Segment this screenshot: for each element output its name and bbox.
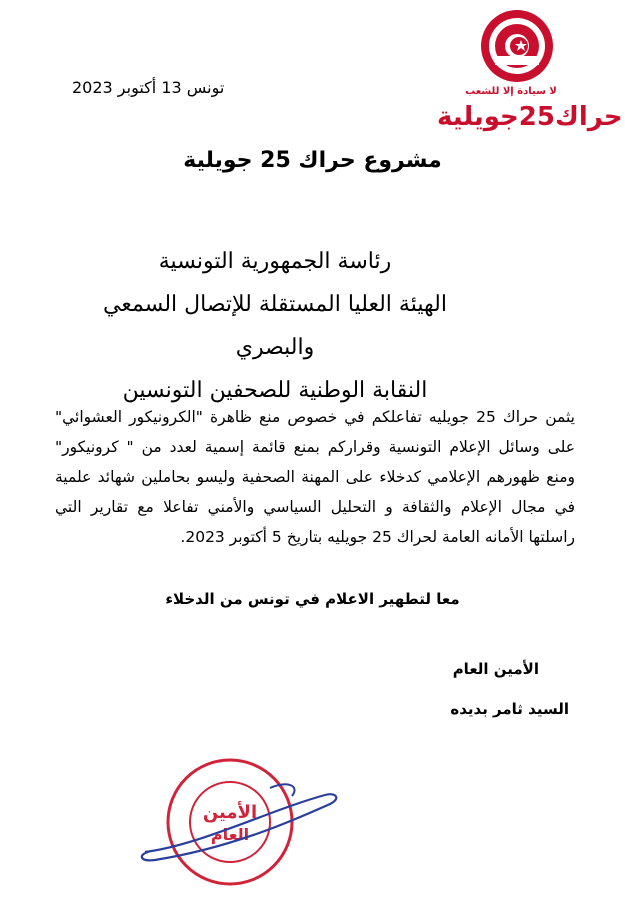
logo-brand-name: حراك25جويلية [437, 102, 623, 132]
document-title: مشروع حراك 25 جويلية [183, 148, 442, 173]
closing-slogan: معا لتطهير الاعلام في تونس من الدخلاء [165, 590, 460, 608]
letter-body [55, 402, 575, 552]
logo-emblem-icon [477, 6, 557, 86]
recipients-list [65, 240, 485, 412]
document-date: تونس 13 أكتوبر 2023 [72, 78, 225, 97]
body-paragraph: يثمن حراك 25 جويليه تفاعلكم في خصوص منع ظاهرة "الكرونيكور العشوائي" على وسائل الإعلام التونسية وقراركم بمنع قائمة إسمية لعدد من " كرونيكور" ومنع ظهورهم الإعلامي كدخلاء على المهنة الصحفية وليسو بحاملين شهائد علمية في مجال الإعلام والثقافة و التحليل السياسي والأمني تفاعلا مع تقارير التي راسلتها الأمانه العامة لحراك 25 جويليه بتاريخ 5 أكتوبر 2023. [55, 408, 575, 546]
organization-logo [437, 6, 623, 141]
official-stamp-icon [120, 740, 360, 910]
recipient-presidency: رئاسة الجمهورية التونسية [158, 249, 392, 274]
signatory-name: السيد ثامر بديده [450, 700, 569, 718]
signatory-role: الأمين العام [452, 660, 539, 678]
logo-caption: لا سيادة إلا للشعب [465, 86, 557, 97]
stamp-and-signature [120, 740, 360, 910]
recipient-haica: الهيئة العليا المستقلة للإتصال السمعي والبصري [103, 292, 447, 360]
svg-text:العام: العام [210, 825, 250, 844]
recipient-journalists-union: النقابة الوطنية للصحفين التونسين [122, 378, 428, 403]
svg-text:الأمين: الأمين [202, 802, 258, 823]
